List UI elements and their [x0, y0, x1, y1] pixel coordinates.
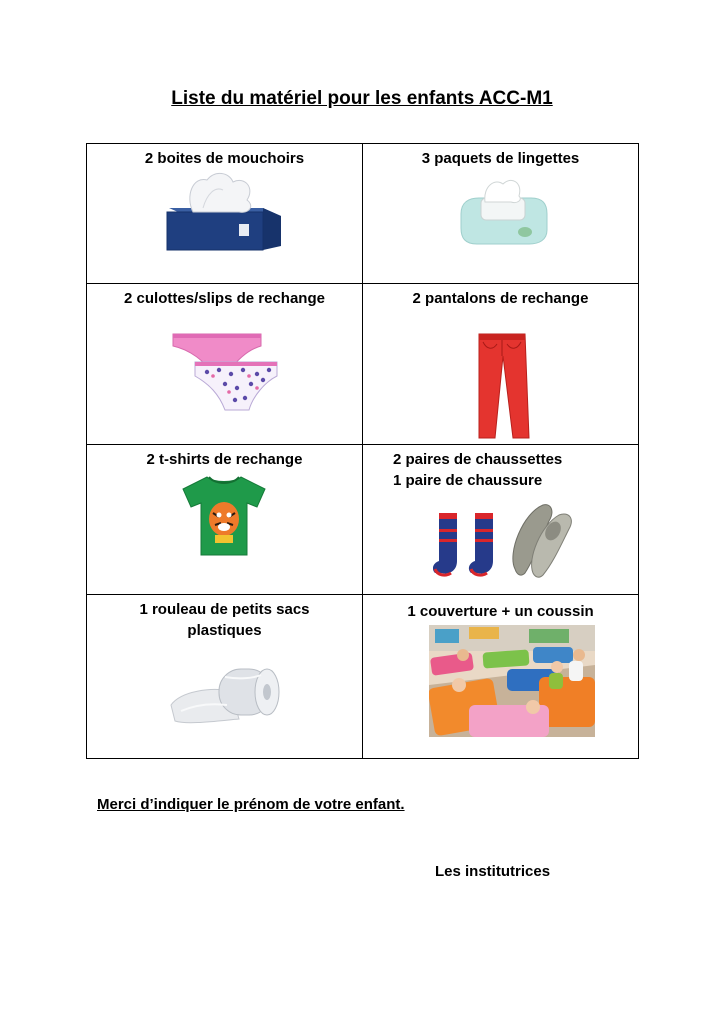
socks-slippers-icon	[433, 499, 581, 579]
item-label: 2 pantalons de rechange	[412, 290, 589, 307]
item-label: 2 boites de mouchoirs	[144, 150, 305, 167]
item-label: 1 couverture + un coussin	[407, 603, 594, 620]
item-cell-socks-shoes	[363, 445, 639, 595]
children-napping-photo	[429, 625, 595, 737]
item-label-line-1: 1 rouleau de petits sacs	[139, 601, 310, 618]
item-cell-tshirts	[87, 445, 363, 595]
plastic-bags-roll-icon	[167, 661, 283, 735]
item-label-line-2: 1 paire de chaussure	[393, 472, 543, 489]
item-cell-plastic-bags	[87, 595, 363, 759]
red-pants-icon	[471, 330, 533, 442]
first-name-instruction: Merci d’indiquer le prénom de votre enfant.	[97, 796, 405, 813]
wipes-pack-icon	[455, 172, 551, 248]
item-cell-tissues	[87, 144, 363, 284]
item-cell-pants	[363, 284, 639, 445]
green-tshirt-icon	[179, 473, 269, 559]
item-label: 2 t-shirts de rechange	[146, 451, 303, 468]
underwear-icon	[169, 328, 281, 422]
item-label: 3 paquets de lingettes	[421, 150, 580, 167]
item-label-line-2: plastiques	[187, 622, 262, 639]
item-label: 2 culottes/slips de rechange	[124, 290, 325, 307]
page-title: Liste du matériel pour les enfants ACC-M1	[171, 88, 553, 109]
item-label-line-1: 2 paires de chaussettes	[393, 451, 563, 468]
supply-table	[86, 143, 639, 759]
signature: Les institutrices	[435, 863, 551, 880]
item-cell-wipes	[363, 144, 639, 284]
tissue-box-icon	[163, 168, 285, 252]
item-cell-underwear	[87, 284, 363, 445]
item-cell-blanket-pillow	[363, 595, 639, 759]
